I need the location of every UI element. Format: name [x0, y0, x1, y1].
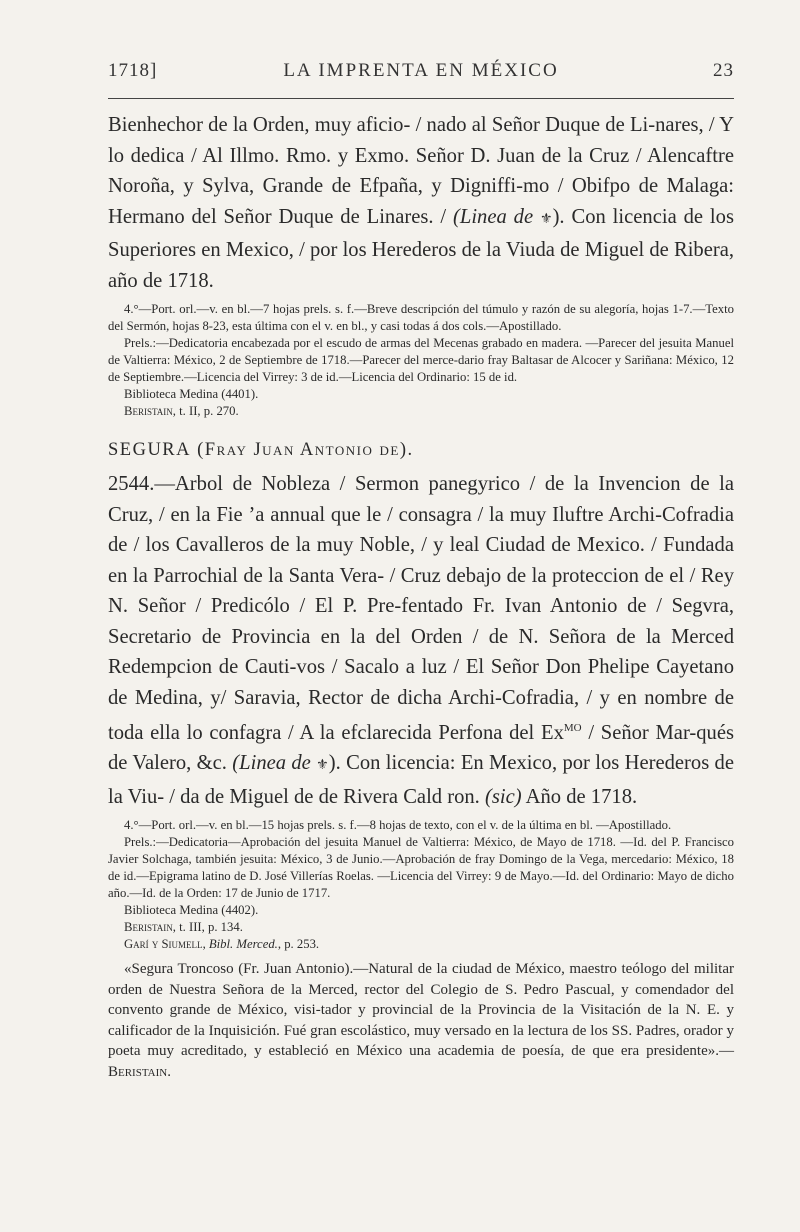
entry1-reference: Beristain, t. II, p. 270.	[124, 404, 239, 418]
author-heading: SEGURA (Fray Juan Antonio de).	[108, 440, 414, 460]
entry2-prelims: Prels.:—Dedicatoria—Aprobación del jesuita Manuel de Valtierra: México, de Mayo de 1718. —Id. del P. Francisco Javier Solchaga, también jesuita: México, 3 de Junio.—Aprobación de fray Domingo de la Vega, mercedario: México, 18 de id.—Epigrama latino de D. José Villerías Roelas. —Licencia del Virrey: 9 de Mayo.—Id. del Ordinario: Mayo de dicho año.—Id. de la Orden: 17 de Junio de 1717.	[108, 835, 734, 901]
biographical-quote: «Segura Troncoso (Fr. Juan Antonio).—Natural de la ciudad de México, maestro teólogo del militar orden de Nuestra Señora de la Merced, rector del Colegio de S. Pedro Pascual, y comendador del convento grande de México, visi-tador y provincial de la Provincia de la Visitación de la N. E. y calificador de la Inquisición. Fué gran escolástico, muy versado en la lectura de los SS. Padres, orador y poeta muy acreditado, y estableció en México una academia de poesía, de que era presidente».—Beristain.	[108, 961, 734, 1080]
entry2-collation: 4.°—Port. orl.—v. en bl.—15 hojas prels. s. f.—8 hojas de texto, con el v. de la última en bl. —Apostillado.	[124, 818, 672, 833]
entry1-title-text: Bienhechor de la Orden, muy aficio- / nado al Señor Duque de Li-nares, / Y lo dedica / Al Illmo. Rmo. y Exmo. Señor D. Juan de la Cruz / Alencaftre Noroña, y Sylva, Grande de Efpaña, y Digniffi-mo / Obifpo de Malaga: Hermano del Señor Duque de Linares. / (Linea de ⚜). Con licencia de los Superiores en Mexico, / por los Herederos de la Viuda de Miguel de Ribera, año de 1718.	[108, 114, 734, 292]
page-number: 23	[713, 60, 734, 81]
ornament-icon: ⚜	[316, 758, 329, 774]
entry1-library: Biblioteca Medina (4401).	[124, 387, 259, 401]
entry2-reference-2: Garí y Siumell, Bibl. Merced., p. 253.	[124, 937, 320, 952]
header-title: LA IMPRENTA EN MÉXICO	[283, 60, 559, 81]
entry2-title-text: 2544.—Arbol de Nobleza / Sermon panegyrico / de la Invencion de la Cruz, / en la Fie ’a annual que le / consagra / la muy Iluftre Archi-Cofradia de / los Cavalleros de la muy Noble, / y leal Ciudad de Mexico. / Fundada en la Parrochial de la Santa Vera- / Cruz debajo de la proteccion de el / Rey N. Señor / Predicólo / El P. Pre-fentado Fr. Ivan Antonio de / Segvra, Secretario de Provincia en la del Orden / de N. Señora de la Merced Redempcion de Cauti-vos / Sacalo a luz / El Señor Don Phelipe Cayetano de Medina, y/ Saravia, Rector de dicha Archi-Cofradia, / y en nombre de toda ella lo confagra / A la efclarecida Perfona del $Ex^{MO}$ / Señor Mar-qués de Valero, &c. (Linea de ⚜). Con licencia: En Mexico, por los Herederos de la Viu- / da de Miguel de de Rivera Cald ron. (sic) Año de 1718.	[108, 473, 735, 808]
header-rule	[108, 98, 734, 99]
entry1-collation: 4.°—Port. orl.—v. en bl.—7 hojas prels. s. f.—Breve descripción del túmulo y razón de su alegoría, hojas 1-7.—Texto del Sermón, hojas 8-23, esta última con el v. en bl., y casi todas á dos cols.—Apostillado.	[108, 302, 734, 333]
header-year: 1718]	[108, 60, 158, 81]
entry1-prelims: Prels.:—Dedicatoria encabezada por el escudo de armas del Mecenas grabado en madera. —Parecer del jesuita Manuel de Valtierra: México, 2 de Septiembre de 1718.—Parecer del merce-dario fray Baltasar de Alcocer y Sariñana: México, 12 de Septiembre.—Licencia del Virrey: 3 de id.—Licencia del Ordinario: 15 de id.	[108, 336, 734, 384]
entry2-library: Biblioteca Medina (4402).	[124, 903, 259, 918]
entry2-reference-1: Beristain, t. III, p. 134.	[124, 920, 243, 935]
page-body	[108, 110, 734, 1082]
ornament-icon: ⚜	[540, 211, 553, 227]
